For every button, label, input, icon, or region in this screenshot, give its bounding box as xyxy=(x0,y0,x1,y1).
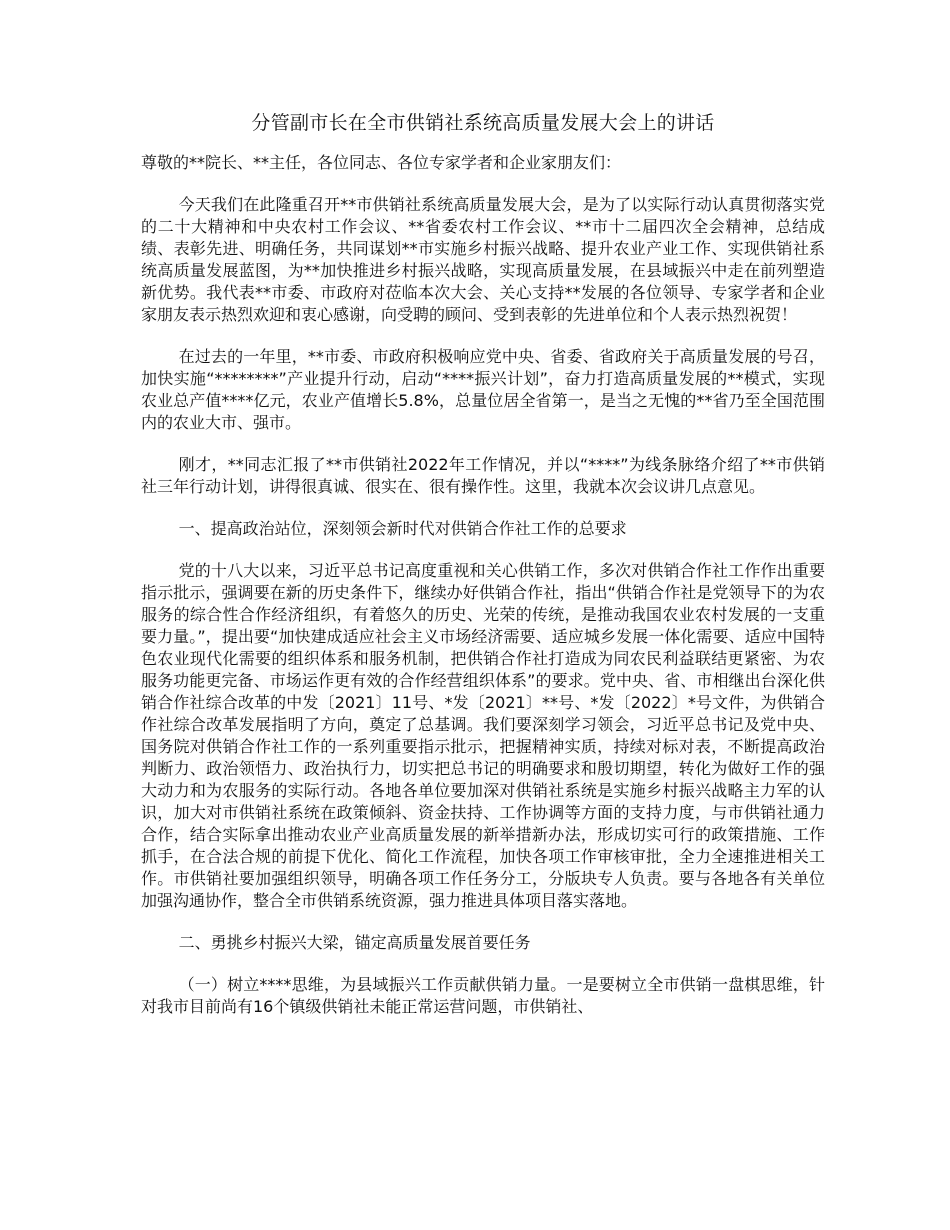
section-body-2: （一）树立****思维，为县域振兴工作贡献供销力量。一是要树立全市供销一盘棋思维，针对我市目前尚有16个镇级供销社未能正常运营问题，市供销社、 xyxy=(141,975,825,1016)
paragraph-opening: 今天我们在此隆重召开**市供销社系统高质量发展大会，是为了以实际行动认真贯彻落实党的二十大精神和中央农村工作会议、**省委农村工作会议、**市十二届四次全会精神，总结成绩、表彰先进、明确任务，共同谋划**市实施乡村振兴战略、提升农业产业工作、实现供销社系统高质量发展蓝图，为**加快推进乡村振兴战略，实现高质量发展，在县域振兴中走在前列塑造新优势。我代表**市委、市政府对莅临本次大会、关心支持**发展的各位领导、专家学者和企业家朋友表示热烈欢迎和衷心感谢，向受聘的顾问、受到表彰的先进单位和个人表示热烈祝贺！ xyxy=(141,195,825,324)
section-body-1: 党的十八大以来，习近平总书记高度重视和关心供销工作，多次对供销合作社工作作出重要指示批示，强调要在新的历史条件下，继续办好供销合作社，指出“供销合作社是党领导下的为农服务的综合性合作经济组织，有着悠久的历史、光荣的传统，是推动我国农业农村发展的一支重要力量。”，提出要“加快建成适应社会主义市场经济需要、适应城乡发展一体化需要、适应中国特色农业现代化需要的组织体系和服务机制，把供销合作社打造成为同农民利益联结更紧密、为农服务功能更完备、市场运作更有效的合作经营组织体系”的要求。党中央、省、市相继出台深化供销合作社综合改革的中发〔2021〕11号、*发〔2021〕**号、*发〔2022〕*号文件，为供销合作社综合改革发展指明了方向，奠定了总基调。我们要深刻学习领会，习近平总书记及党中央、国务院对供销合作社工作的一系列重要指示批示，把握精神实质，持续对标对表，不断提高政治判断力、政治领悟力、政治执行力，切实把总书记的明确要求和殷切期望，转化为做好工作的强大动力和为农服务的实际行动。各地各单位要加深对供销社系统是实施乡村振兴战略主力军的认识，加大对市供销社系统在政策倾斜、资金扶持、工作协调等方面的支持力度，与市供销社通力合作，结合实际拿出推动农业产业高质量发展的新举措新办法，形成切实可行的政策措施、工作抓手，在合法合规的前提下优化、简化工作流程，加快各项工作审核审批，全力全速推进相关工作。市供销社要加强组织领导，明确各项工作任务分工，分版块专人负责。要与各地各有关单位加强沟通协作，整合全市供销系统资源，强力推进具体项目落实落地。 xyxy=(141,561,825,910)
paragraph-past-year: 在过去的一年里，**市委、市政府积极响应党中央、省委、省政府关于高质量发展的号召，加快实施“********”产业提升行动，启动“****振兴计划”，奋力打造高质量发展的**模式，实现农业总产值****亿元，农业产值增长5.8%，总量位居全省第一，是当之无愧的**省乃至全国范围内的农业大市、强市。 xyxy=(141,347,825,432)
paragraph-report-intro: 刚才，**同志汇报了**市供销社2022年工作情况，并以“****”为线条脉络介绍了**市供销社三年行动计划，讲得很真诚、很实在、很有操作性。这里，我就本次会议讲几点意见。 xyxy=(141,455,825,496)
section-heading-1: 一、提高政治站位，深刻领会新时代对供销合作社工作的总要求 xyxy=(178,519,627,538)
section-heading-2: 二、勇挑乡村振兴大梁，锚定高质量发展首要任务 xyxy=(178,933,531,952)
document-body xyxy=(141,110,825,1038)
salutation: 尊敬的**院长、**主任，各位同志、各位专家学者和企业家朋友们： xyxy=(141,153,622,172)
document-title: 分管副市长在全市供销社系统高质量发展大会上的讲话 xyxy=(251,112,715,134)
